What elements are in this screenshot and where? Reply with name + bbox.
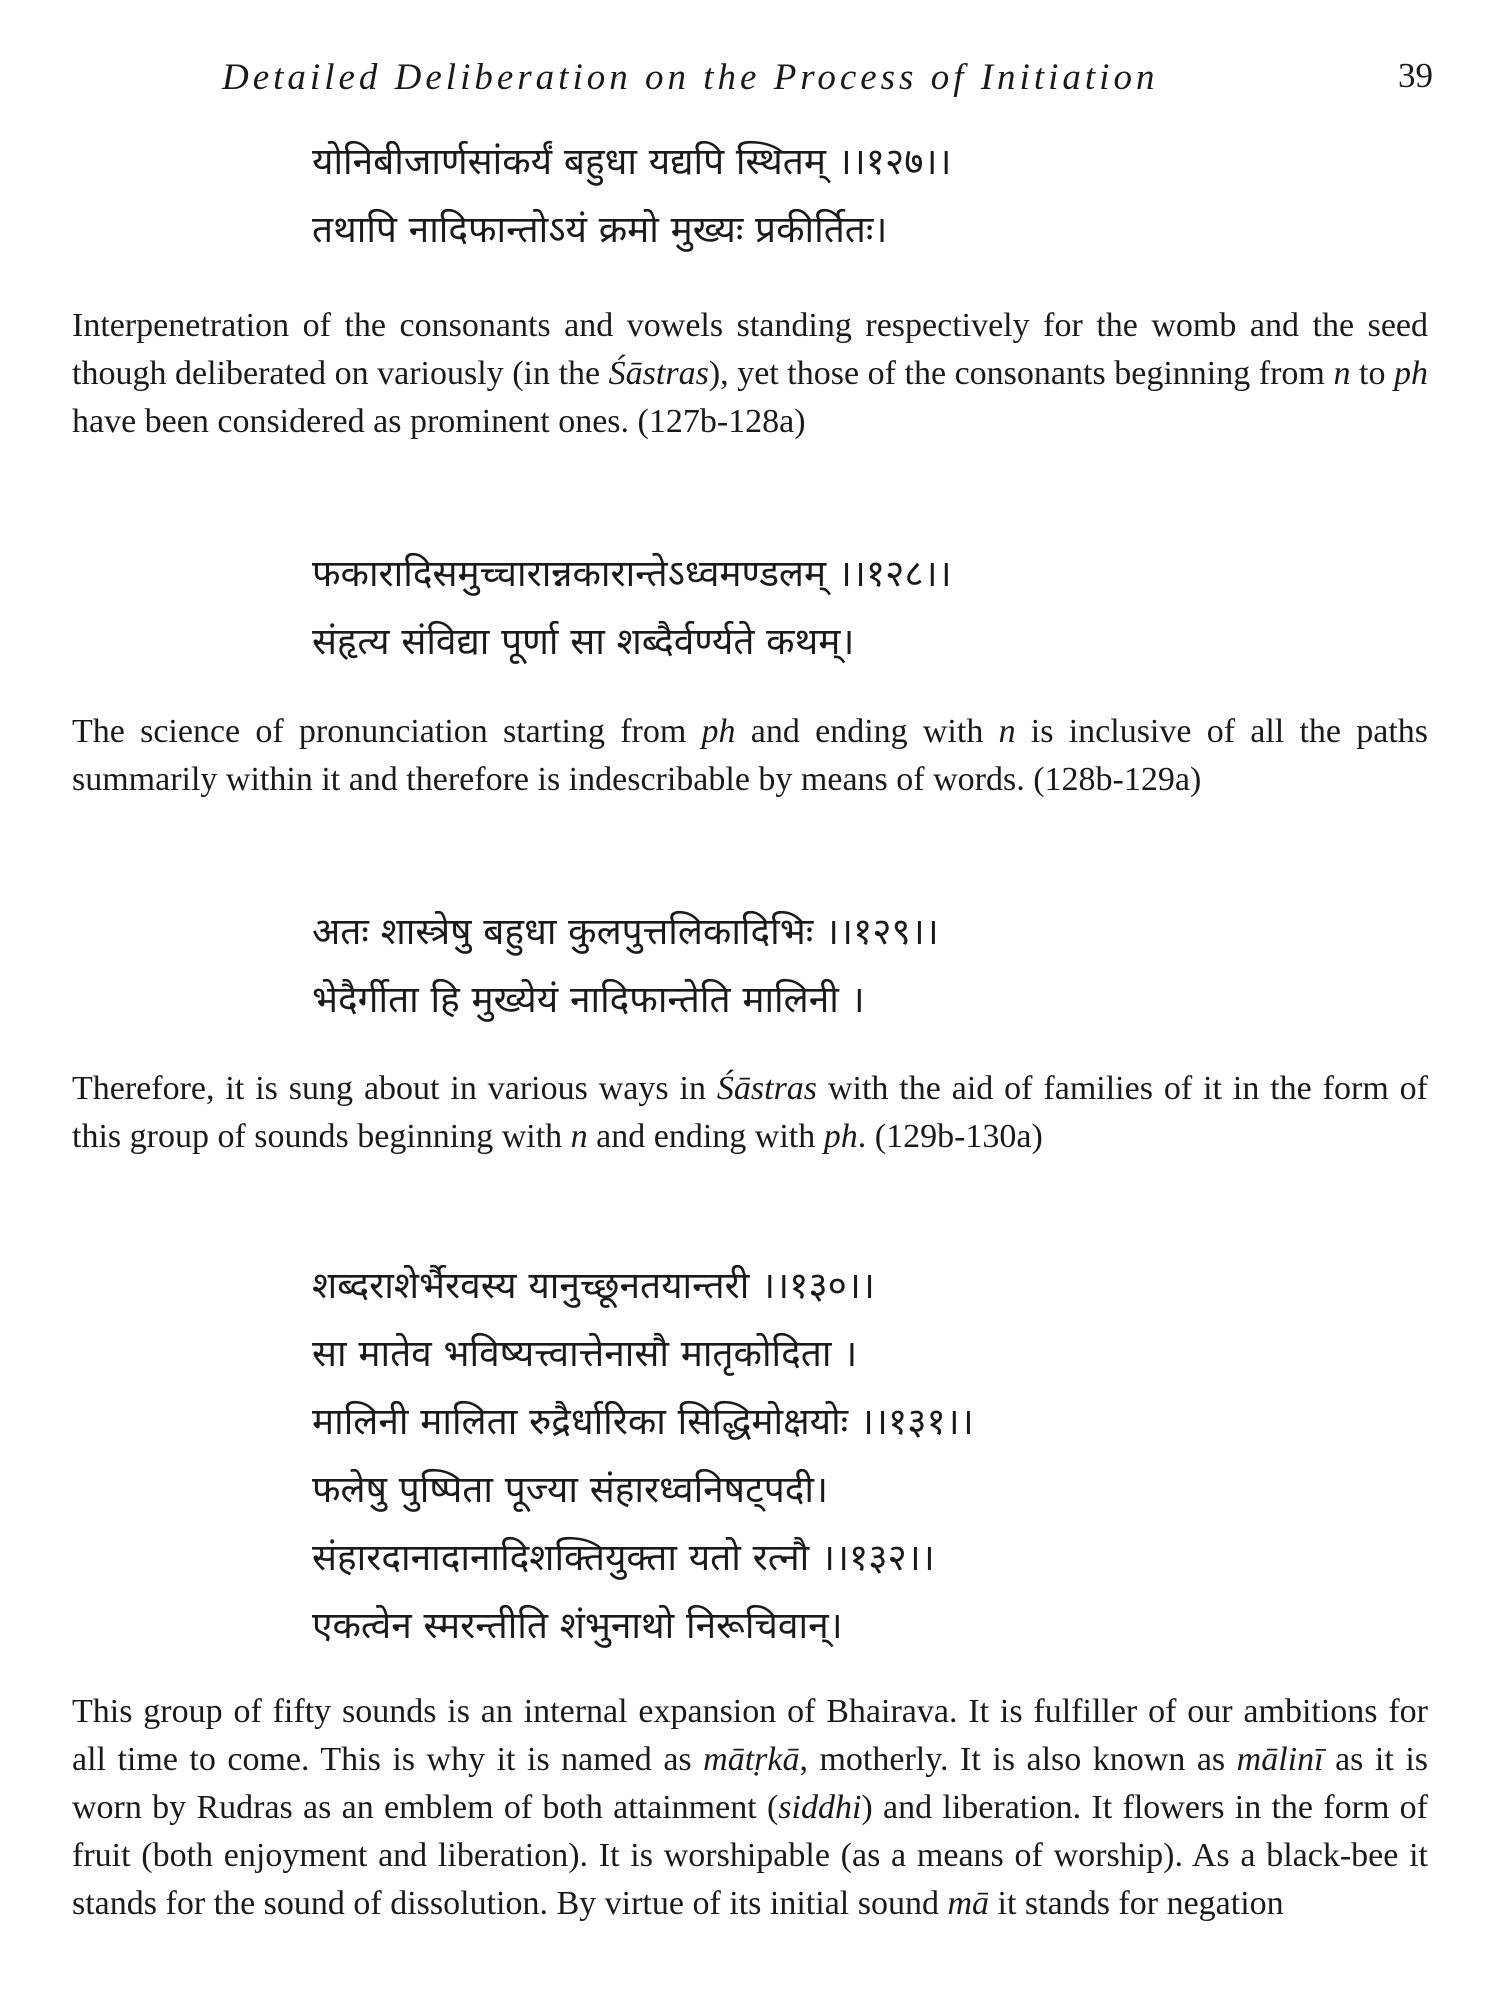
verse-line: संहृत्य संविद्या पूर्णा सा शब्दैर्वर्ण्यते कथम्। bbox=[312, 620, 855, 663]
running-title: Detailed Deliberation on the Process of Initiation bbox=[222, 57, 1159, 98]
running-header bbox=[0, 52, 1500, 112]
sanskrit-verse-127 bbox=[312, 128, 952, 264]
verse-line: योनिबीजार्णसांकर्यं बहुधा यद्यपि स्थितम् ।।१२७।। bbox=[312, 140, 952, 183]
translation-paragraph: Interpenetration of the consonants and vowels standing respectively for the womb and the seed though deliberated on variously (in the Śāstras), yet those of the consonants beginning from n to ph have been considered as prominent ones. (127b-128a) bbox=[72, 307, 1428, 440]
verse-line: फलेषु पुष्पिता पूज्या संहारध्वनिषट्पदी। bbox=[312, 1468, 828, 1511]
sanskrit-verse-128 bbox=[312, 540, 952, 676]
verse-line: फकारादिसमुच्चारान्नकारान्तेऽध्वमण्डलम् ।।१२८।। bbox=[312, 552, 952, 595]
verse-line: शब्दराशेर्भैरवस्य यानुच्छूनतयान्तरी ।।१३०।। bbox=[312, 1264, 875, 1307]
verse-line: एकत्वेन स्मरन्तीति शंभुनाथो निरूचिवान्। bbox=[312, 1604, 843, 1647]
verse-line: सा मातेव भविष्यत्त्वात्तेनासौ मातृकोदिता । bbox=[312, 1332, 858, 1375]
sanskrit-verse-129 bbox=[312, 898, 939, 1034]
sanskrit-verse-130-132 bbox=[312, 1252, 974, 1660]
verse-line: अतः शास्त्रेषु बहुधा कुलपुत्तलिकादिभिः ।।१२९।। bbox=[312, 910, 939, 953]
verse-line: मालिनी मालिता रुद्रैर्धारिका सिद्धिमोक्षयोः ।।१३१।। bbox=[312, 1400, 974, 1443]
translation-paragraph: Therefore, it is sung about in various ways in Śāstras with the aid of families of it in the form of this group of sounds beginning with n and ending with ph. (129b-130a) bbox=[72, 1070, 1428, 1155]
translation-paragraph: The science of pronunciation starting from ph and ending with n is inclusive of all the paths summarily within it and therefore is indescribable by means of words. (128b-129a) bbox=[72, 713, 1429, 798]
page-number: 39 bbox=[1398, 56, 1433, 95]
translation-paragraph: This group of fifty sounds is an internal expansion of Bhairava. It is fulfiller of our ambitions for all time to come. This is why it is named as mātṛkā, motherly. It is also known as mālinī as it is worn by Rudras as an emblem of both attainment (siddhi) and liberation. It flowers in the form of fruit (both enjoyment and liberation). It is worshipable (as a means of worship). As a black-bee it stands for the sound of dissolution. By virtue of its initial sound mā it stands for negation bbox=[72, 1693, 1428, 1922]
verse-line: तथापि नादिफान्तोऽयं क्रमो मुख्यः प्रकीर्तितः। bbox=[312, 208, 888, 251]
verse-line: संहारदानादानादिशक्तियुक्ता यतो रत्नौ ।।१३२।। bbox=[312, 1536, 935, 1579]
verse-line: भेदैर्गीता हि मुख्येयं नादिफान्तेति मालिनी । bbox=[312, 978, 865, 1021]
